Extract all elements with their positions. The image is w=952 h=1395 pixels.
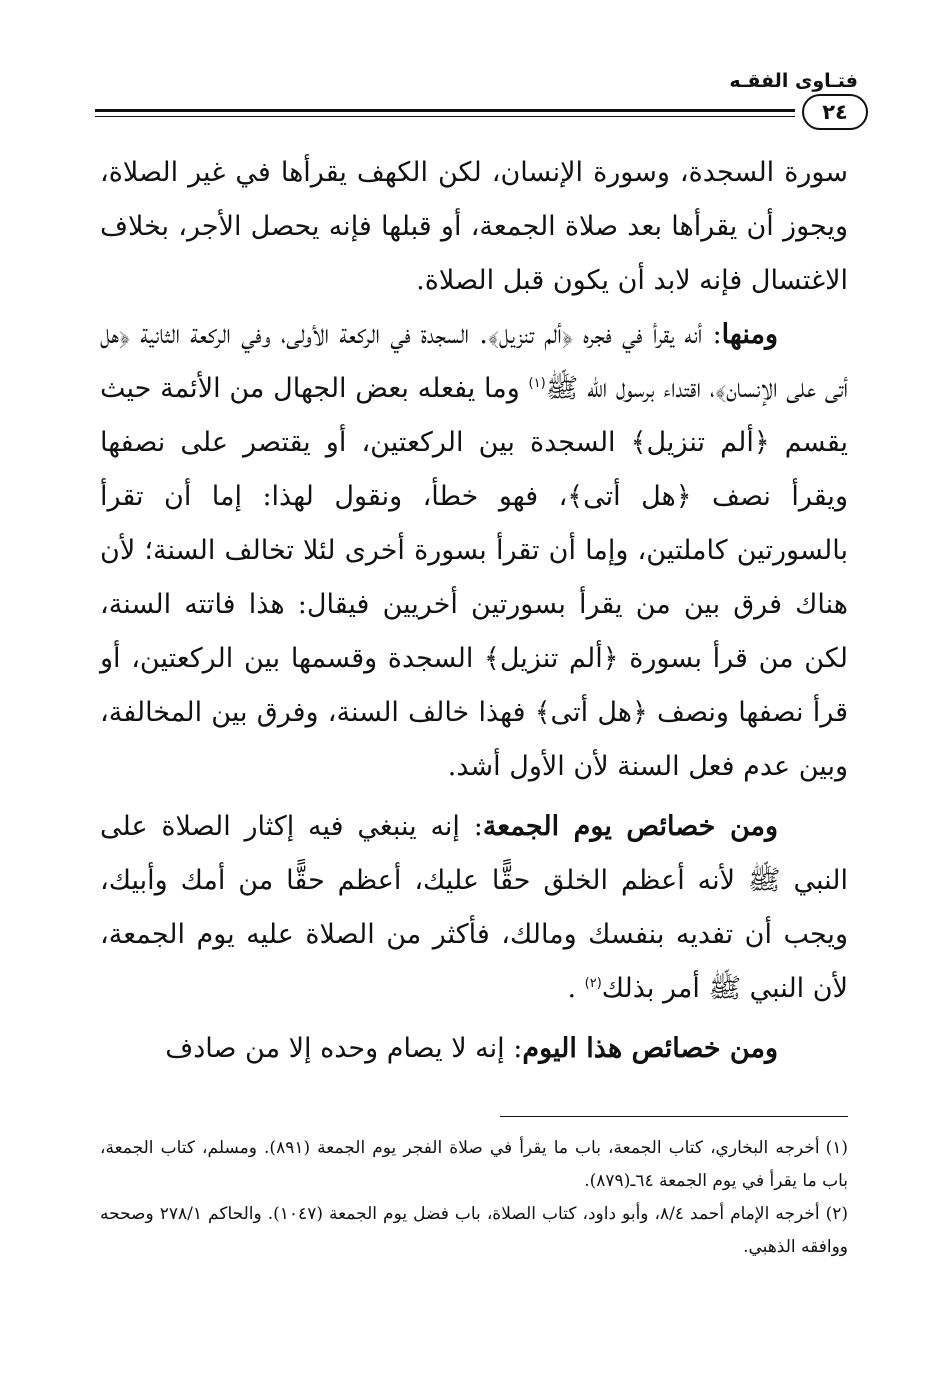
footnote-text: أخرجه البخاري، كتاب الجمعة، باب ما يقرأ في صلاة الفجر يوم الجمعة (٨٩١). ومسلم، كتاب الجمعة، باب ما يقرأ في يوم الجمعة ٦٤ـ(٨٧٩). [100, 1138, 848, 1191]
paragraph-lead: ومن خصائص هذا اليوم [522, 1033, 778, 1064]
paragraph [100, 146, 848, 308]
header-rule-thin [95, 116, 795, 117]
footnotes [100, 1132, 848, 1264]
paragraph-text: وما يفعله بعض الجهال من الأئمة حيث يقسم ﴿ألم تنزيل﴾ السجدة بين الركعتين، أو يقتصر على نصفها ويقرأ نصف ﴿هل أتى﴾، فهو خطأ، ونقول لهذا: إما أن تقرأ بالسورتين كاملتين، وإما أن تقرأ بسورة أخرى لئلا تخالف السنة؛ لأن هناك فرق بين من يقرأ بسورتين أخريين فيقال: هذا فاتته السنة، لكن من قرأ بسورة ﴿ألم تنزيل﴾ السجدة وقسمها بين الركعتين، أو قرأ نصفها ونصف ﴿هل أتى﴾ فهذا خالف السنة، وفرق بين المخالفة، وبين عدم فعل السنة لأن الأول أشد. [100, 373, 848, 782]
paragraph-lead: ومن خصائص يوم الجمعة [482, 811, 778, 842]
footnote [100, 1198, 848, 1264]
footnote-ref: (٢) [584, 976, 602, 991]
paragraph [100, 1022, 848, 1076]
paragraph [100, 800, 848, 1016]
paragraph-lead: ومنها [721, 319, 778, 350]
footnote-number: (٢) [825, 1204, 848, 1224]
paragraph-text: سورة السجدة، وسورة الإنسان، لكن الكهف يقرأها في غير الصلاة، ويجوز أن يقرأها بعد صلاة الجمعة، أو قبلها فإنه يحصل الأجر، بخلاف الاغتسال فإنه لابد أن يكون قبل الصلاة. [100, 157, 848, 296]
paragraph-text: : إنه لا يصام وحده إلا من صادف [165, 1033, 523, 1064]
main-text [100, 146, 848, 1076]
paragraph-text: . [567, 973, 585, 1004]
paragraph [100, 308, 848, 794]
page-number: ٢٤ [802, 94, 868, 130]
footnote-text: أخرجه الإمام أحمد ٨/٤، وأبو داود، كتاب الصلاة، باب فضل يوم الجمعة (١٠٤٧). والحاكم ٢٧٨/١ وصححه ووافقه الذهبي. [100, 1204, 848, 1257]
paragraph-text: : أنه يقرأ في فجره ﴿ألم تنزيل﴾. السجدة في الركعة الأولى، وفي الركعة الثانية ﴿هل أتى على الإنسان﴾، اقتداء برسول الله ﷺ [100, 319, 848, 404]
header-rule [95, 109, 795, 112]
paragraph-text: : إنه ينبغي فيه إكثار الصلاة على النبي ﷺ لأنه أعظم الخلق حقًّا عليك، أعظم حقًّا من أمك وأبيك، ويجب أن تفديه بنفسك ومالك، فأكثر من الصلاة عليه يوم الجمعة، لأن النبي ﷺ أمر بذلك [100, 811, 848, 1004]
footnote-ref: (١) [528, 376, 546, 391]
footnote-separator [500, 1116, 848, 1117]
footnote [100, 1132, 848, 1198]
running-title: فتـاوى الفقـه [729, 70, 858, 92]
footnote-number: (١) [825, 1138, 848, 1158]
